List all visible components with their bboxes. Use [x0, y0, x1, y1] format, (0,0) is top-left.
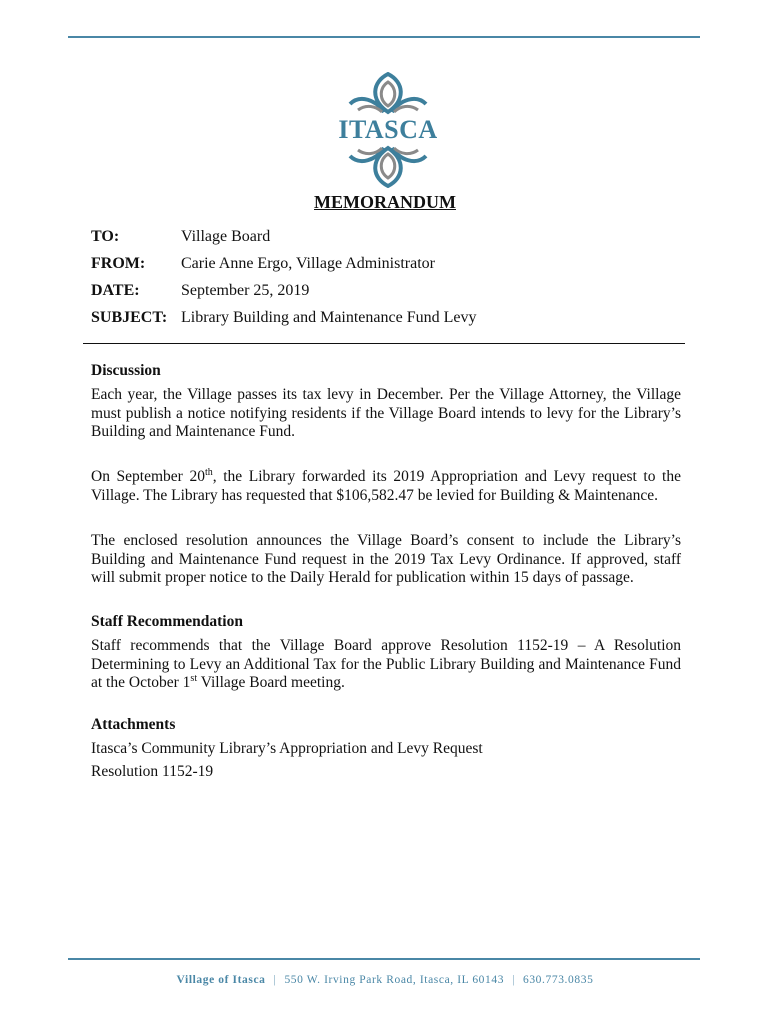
footer-address: 550 W. Irving Park Road, Itasca, IL 60143	[284, 974, 505, 986]
itasca-logo	[336, 72, 440, 188]
subject-label: SUBJECT:	[91, 309, 168, 326]
to-value: Village Board	[181, 228, 271, 245]
recommendation-heading: Staff Recommendation	[91, 613, 243, 630]
recommendation-paragraph: Staff recommends that the Village Board approve Resolution 1152-19 – A Resolution Determining to Levy an Additional Tax for the Public Library Building and Maintenance Fund at the October 1st Village Board meeting.	[91, 637, 681, 691]
logo-wordmark: ITASCA	[338, 115, 438, 144]
attachment-item: Itasca’s Community Library’s Appropriation and Levy Request	[91, 740, 483, 757]
footer	[0, 974, 770, 986]
from-value: Carie Anne Ergo, Village Administrator	[181, 255, 435, 272]
footer-org: Village of Itasca	[176, 974, 266, 986]
date-label: DATE:	[91, 282, 140, 299]
attachment-item: Resolution 1152-19	[91, 763, 214, 780]
attachments-heading: Attachments	[91, 716, 176, 733]
memo-title: MEMORANDUM	[314, 192, 456, 212]
footer-separator: |	[512, 974, 515, 986]
to-label: TO:	[91, 228, 120, 245]
footer-separator: |	[273, 974, 277, 986]
discussion-paragraph-1: Each year, the Village passes its tax levy in December. Per the Village Attorney, the Village must publish a notice notifying residents if the Village Board intends to levy for the Library’s Building and Maintenance Fund.	[91, 386, 681, 440]
date-value: September 25, 2019	[181, 282, 310, 299]
discussion-paragraph-3: The enclosed resolution announces the Village Board’s consent to include the Library’s Building and Maintenance Fund request in the 2019 Tax Levy Ordinance. If approved, staff will submit proper notice to the Daily Herald for publication within 15 days of passage.	[91, 532, 681, 586]
subject-value: Library Building and Maintenance Fund Levy	[181, 309, 477, 326]
from-label: FROM:	[91, 255, 146, 272]
header-divider	[83, 343, 685, 344]
bottom-divider	[68, 958, 700, 960]
top-divider	[68, 36, 700, 38]
discussion-heading: Discussion	[91, 362, 161, 379]
footer-phone: 630.773.0835	[522, 974, 594, 986]
discussion-paragraph-2: On September 20th, the Library forwarded its 2019 Appropriation and Levy request to the Village. The Library has requested that $106,582.47 be levied for Building & Maintenance.	[91, 466, 681, 504]
